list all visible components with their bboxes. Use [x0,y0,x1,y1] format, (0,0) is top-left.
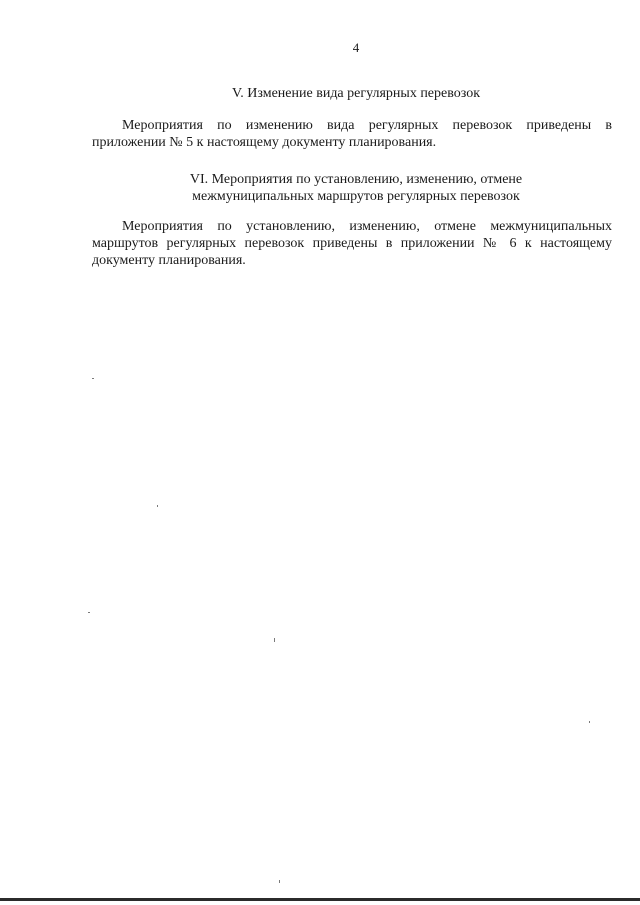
scan-speck [92,378,94,379]
page-number: 4 [352,40,360,55]
scan-speck [589,721,590,723]
scan-speck [157,505,158,507]
scan-bottom-edge [0,898,640,901]
scan-speck [279,880,280,883]
section-6-heading-line-2: межмуниципальных маршрутов регулярных перевозок [192,189,520,204]
section-6-heading-line-1: VI. Мероприятия по установлению, изменению, отмене [189,172,523,187]
section-5-paragraph: Мероприятия по изменению вида регулярных перевозок приведены в приложении № 5 к настоящему документу планирования. [92,118,612,150]
section-5-heading: V. Изменение вида регулярных перевозок [231,86,480,101]
scan-speck [88,612,90,613]
section-6-paragraph: Мероприятия по установлению, изменению, отмене межмуниципальных маршрутов регулярных перевозок приведены в приложении № 6 к настоящему документу планирования. [92,219,612,268]
scan-speck [274,638,275,642]
section-6-heading [0,171,640,205]
